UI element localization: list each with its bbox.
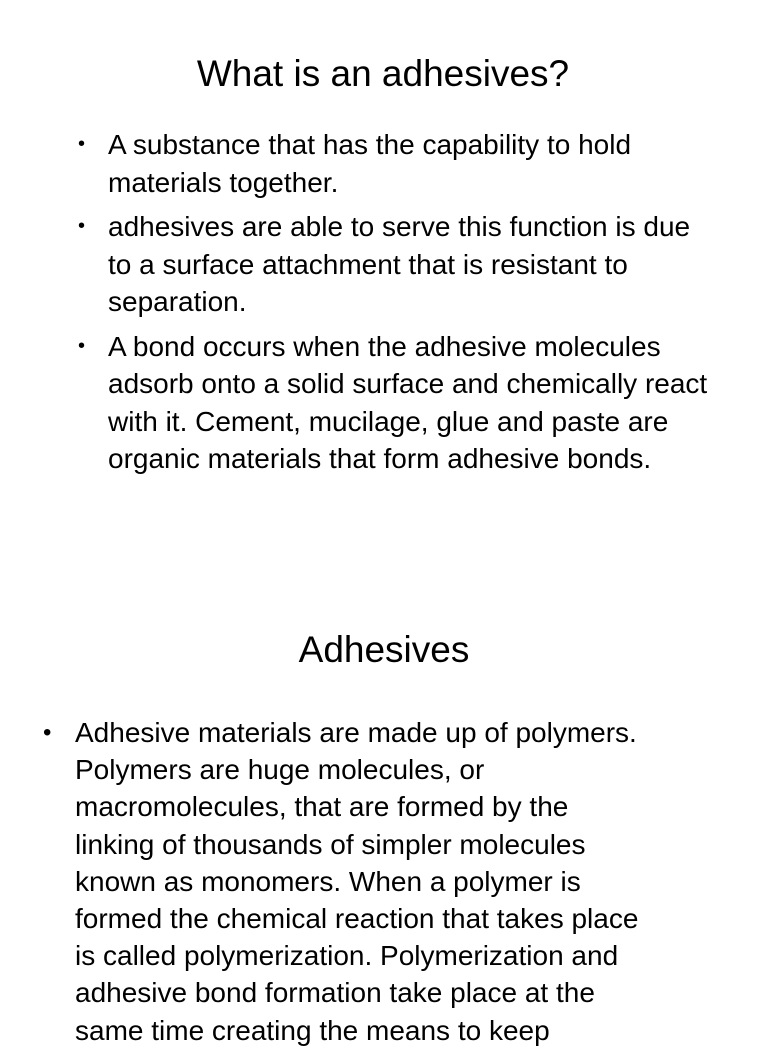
bullet-text-line: separation.	[108, 286, 247, 317]
slide-title: Adhesives	[298, 629, 470, 670]
bullet-text-line: known as monomers. When a polymer is	[75, 865, 581, 897]
bullet-text-line: adhesive bond formation take place at the	[75, 977, 595, 1009]
bullet-icon: •	[43, 719, 52, 746]
bullet-text-line: adsorb onto a solid surface and chemically react	[108, 368, 708, 399]
bullet-list	[43, 714, 768, 1049]
bullet-item	[78, 208, 768, 321]
bullet-icon: •	[78, 133, 86, 155]
bullet-text-line: adhesives are able to serve this function is due	[108, 211, 691, 242]
bullet-icon: •	[78, 215, 86, 237]
slide-title: What is an adhesives?	[196, 53, 570, 94]
bullet-icon: •	[78, 334, 86, 357]
bullet-text-line: linking of thousands of simpler molecules	[75, 828, 586, 860]
bullet-text-line: is called polymerization. Polymerization and	[75, 940, 619, 972]
bullet-item	[78, 328, 768, 478]
slide-adhesives	[0, 600, 768, 1046]
bullet-text-line: organic materials that form adhesive bonds.	[108, 443, 652, 474]
bullet-text-line: formed the chemical reaction that takes place	[75, 903, 639, 935]
bullet-text-line: same time creating the means to keep	[75, 1014, 550, 1046]
bullet-text-line: to a surface attachment that is resistant to	[108, 248, 628, 280]
bullet-text-line: Polymers are huge molecules, or	[75, 754, 485, 786]
bullet-text-line: Adhesive materials are made up of polymers.	[75, 717, 637, 748]
bullet-text-line: macromolecules, that are formed by the	[75, 791, 569, 823]
bullet-list	[78, 126, 768, 485]
bullet-text-line: with it. Cement, mucilage, glue and paste are	[108, 405, 669, 437]
slide-what-is-adhesive	[0, 0, 768, 520]
bullet-item	[43, 714, 768, 1049]
bullet-text-line: materials together.	[108, 166, 339, 198]
bullet-item	[78, 126, 768, 201]
bullet-text-line: A substance that has the capability to hold	[108, 129, 632, 160]
bullet-text-line: A bond occurs when the adhesive molecules	[108, 330, 661, 362]
